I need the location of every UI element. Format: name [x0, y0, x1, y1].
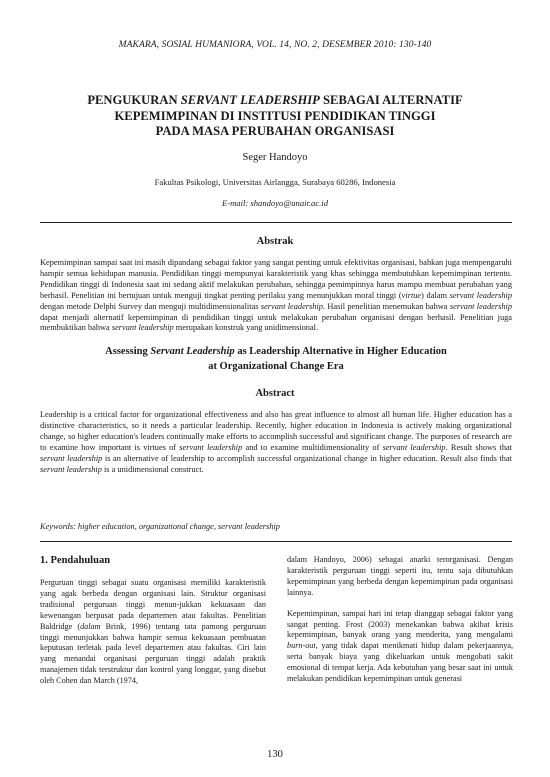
- title-line-1: PENGUKURAN SERVANT LEADERSHIP SEBAGAI ALTERNATIF: [87, 93, 463, 107]
- abstrak-heading: Abstrak: [256, 236, 294, 247]
- journal-header: MAKARA, SOSIAL HUMANIORA, VOL. 14, NO. 2, DESEMBER 2010: 130-140: [118, 40, 432, 50]
- abstract-heading: Abstract: [255, 388, 295, 399]
- abstrak-body: Kepemimpinan sampai saat ini masih dipandang sebagai faktor yang sangat penting untuk efektivitas organisasi, bahkan juga mempengaruhi hampir semua kehidupan manusia. Pendidikan tinggi mempunyai karakteristik yang khas sehingga membutuhkan kepemimpinan tertentu. Pendidikan tinggi di Indonesia saat ini sedang aktif melakukan perubahan, sehingga pemimpinnya harus mampu membuat perubahan yang berhasil. Penelitian ini bertujuan untuk menguji tingkat penting perilaku yang menunjukkan moral tinggi (virtue) dalam servant leadership dengan metode Delphi Survey dan menguji multidimensionalitas servant leadership. Hasil penelitian menemukan bahwa servant leadership dapat menjadi alternatif kepemimpinan di pendidikan tinggi untuk melakukan perubahan organisasi dengan berhasil. Penelitian juga membuktikan bahwa servant leadership merupakan konstruk yang unidimensional.: [40, 258, 513, 333]
- body-paragraph: Kepemimpinan, sampai hari ini tetap dianggap sebagai faktor yang sangat penting. Frost (2003) menekankan bahwa akibat krisis kepemimpinan, banyak orang yang menderita, yang mengalami burn-out, yang tidak dapat menikmati hidup dalam pekerjaannya, serta banyak biaya yang dikeluarkan untuk mengobati sakit emosional di tempat kerja. Ada kebutuhan yang besar saat ini untuk melakukan pendidikan kepemimpinan untuk generasi: [287, 608, 513, 684]
- english-title: [40, 345, 512, 374]
- divider-bottom: [40, 541, 512, 542]
- title-line-2: KEPEMIMPINAN DI INSTITUSI PENDIDIKAN TINGGI: [114, 108, 436, 123]
- page-number: 130: [267, 749, 283, 760]
- column-right: [287, 555, 513, 685]
- title-line-3: PADA MASA PERUBAHAN ORGANISASI: [155, 124, 395, 138]
- paper-title: [40, 93, 510, 140]
- divider-top: [40, 222, 512, 223]
- english-title-line-1: Assessing Servant Leadership as Leadership Alternative in Higher Education: [105, 346, 447, 357]
- author-affiliation: Fakultas Psikologi, Universitas Airlangga, Surabaya 60286, Indonesia: [154, 177, 396, 187]
- section-heading: 1. Pendahuluan: [40, 555, 111, 566]
- keywords: Keywords: higher education, organizational change, servant leadership: [40, 522, 280, 531]
- body-paragraph: Perguruan tinggi sebagai suatu organisasi memiliki karakteristik yang agak berbeda dengan organisasi lain. Struktur organisasi tradisional perguruan tinggi menun-jukkan kekuasaan dan kewenangan berpusat pada departemen atau fakultas. Penelitian Baldridge (dalam Brink, 1996) tentang tata pamong perguruan tinggi menunjukkan bahwa hampir semua kekuasaan pembuatan keputusan terletak pada level departemen atau fakultas. Ciri lain yang menandai organisasi perguruan tinggi adalah praktik manajemen tidak terstruktur dan kontrol yang longgar, yang disebut oleh Cohen dan March (1974,: [40, 578, 267, 686]
- column-left: [40, 555, 266, 687]
- abstract-body: Leadership is a critical factor for organizational effectiveness and also has great influence to almost all human life. Higher education has a distinctive characteristics, so it needs a particular leadership. Recently, higher education in Indonesia is actively making organizational change, so higher education's leaders continually make efforts to accomplish successful and significant change. The purposes of research are to examine how important is virtues of servant leadership and to examine multidimensionality of servant leadership. Result shows that servant leadership is an alternative of leadership to accomplish successful organizational change in higher education. Result also finds that servant leadership is a unidimensional construct.: [40, 410, 513, 474]
- body-paragraph: dalam Handoyo, 2006) sebagai anarki terorganisasi. Dengan karakteristik perguruan tinggi seperti itu, tentu saja dibutuhkan kepemimpinan yang berbeda dengan kepemimpinan pada organisasi lainnya.: [287, 555, 513, 597]
- author-email: E-mail: shandoyo@unair.ac.id: [221, 198, 328, 208]
- english-title-line-2: at Organizational Change Era: [208, 360, 344, 372]
- author-name: Seger Handoyo: [242, 152, 308, 163]
